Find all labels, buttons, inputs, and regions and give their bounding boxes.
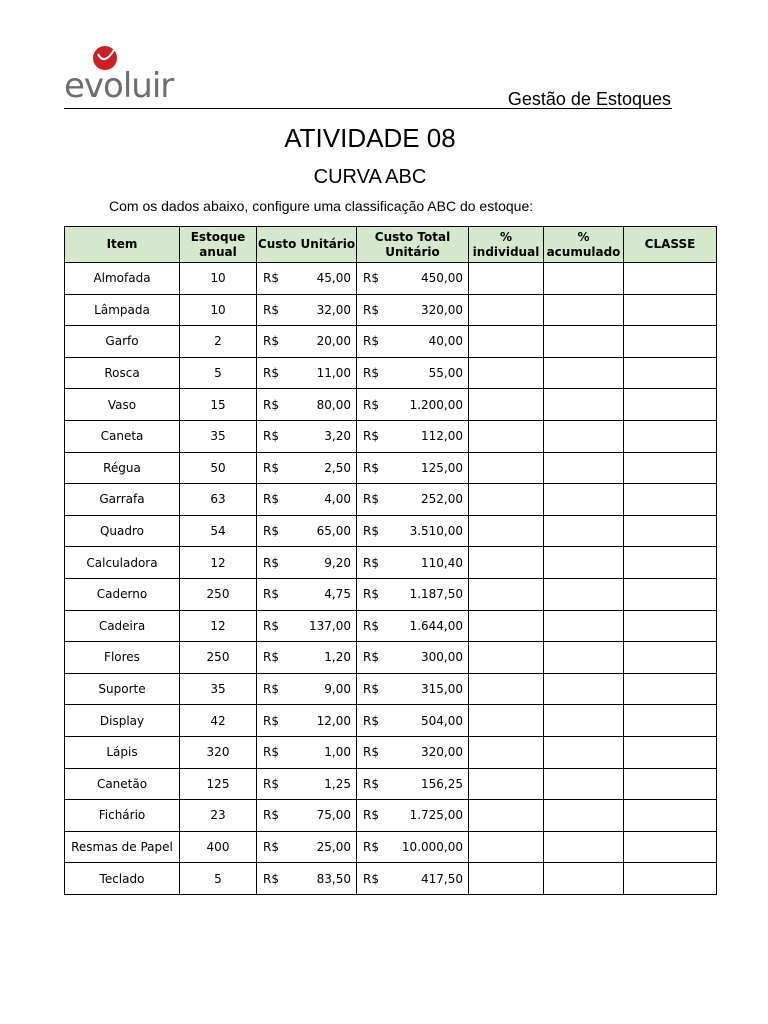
- cell-pct-individual: [469, 642, 544, 674]
- money-value: 32,00: [316, 302, 351, 317]
- cell-estoque: 23: [180, 800, 257, 832]
- cell-estoque: 35: [180, 420, 257, 452]
- cell-custo-total: [357, 326, 469, 358]
- cell-custo-total: [357, 800, 469, 832]
- cell-custo-total: [357, 420, 469, 452]
- money-value: 45,00: [316, 271, 351, 286]
- col-header-custo-total: Custo Total Unitário: [357, 227, 469, 263]
- cell-item: Suporte: [65, 673, 180, 705]
- cell-pct-acumulado: [544, 705, 624, 737]
- money-value: 40,00: [428, 334, 463, 349]
- cell-custo-unitario: [257, 768, 357, 800]
- cell-custo-unitario: [257, 357, 357, 389]
- cell-custo-unitario: [257, 831, 357, 863]
- currency-symbol: R$: [363, 871, 379, 886]
- page-subtitle: CURVA ABC: [313, 166, 427, 188]
- cell-classe: [624, 547, 717, 579]
- cell-custo-total: [357, 484, 469, 516]
- cell-custo-unitario: [257, 263, 357, 295]
- cell-classe: [624, 800, 717, 832]
- cell-item: Rosca: [65, 357, 180, 389]
- cell-custo-total: [357, 263, 469, 295]
- money-value: 4,75: [324, 587, 351, 602]
- cell-pct-acumulado: [544, 452, 624, 484]
- cell-pct-individual: [469, 515, 544, 547]
- money-value: 1,00: [324, 745, 351, 760]
- cell-pct-individual: [469, 610, 544, 642]
- cell-custo-total: [357, 547, 469, 579]
- cell-custo-total: [357, 863, 469, 895]
- currency-symbol: R$: [363, 524, 379, 539]
- document-category: Gestão de Estoques: [507, 89, 671, 109]
- cell-custo-total: [357, 673, 469, 705]
- table-row: [65, 515, 717, 547]
- table-row: [65, 610, 717, 642]
- instruction-text: Com os dados abaixo, configure uma classificação ABC do estoque:: [109, 198, 534, 214]
- currency-symbol: R$: [263, 871, 279, 886]
- cell-custo-total: [357, 736, 469, 768]
- cell-pct-acumulado: [544, 547, 624, 579]
- cell-item: Caderno: [65, 578, 180, 610]
- money-value: 450,00: [421, 271, 463, 286]
- cell-pct-individual: [469, 452, 544, 484]
- cell-custo-unitario: [257, 326, 357, 358]
- currency-symbol: R$: [263, 650, 279, 665]
- col-header-item: Item: [65, 227, 180, 263]
- currency-symbol: R$: [363, 808, 379, 823]
- cell-item: Vaso: [65, 389, 180, 421]
- currency-symbol: R$: [363, 682, 379, 697]
- cell-item: Canetão: [65, 768, 180, 800]
- cell-classe: [624, 578, 717, 610]
- cell-pct-acumulado: [544, 610, 624, 642]
- money-value: 25,00: [316, 839, 351, 854]
- cell-classe: [624, 357, 717, 389]
- logo-text: evoluir: [64, 66, 174, 106]
- money-value: 80,00: [316, 397, 351, 412]
- money-value: 1.644,00: [409, 618, 463, 633]
- money-value: 417,50: [421, 871, 463, 886]
- cell-classe: [624, 420, 717, 452]
- table-row: [65, 263, 717, 295]
- currency-symbol: R$: [263, 271, 279, 286]
- money-value: 65,00: [316, 524, 351, 539]
- money-value: 252,00: [421, 492, 463, 507]
- currency-symbol: R$: [363, 334, 379, 349]
- table-row: [65, 863, 717, 895]
- page-title: ATIVIDADE 08: [284, 123, 456, 153]
- cell-pct-acumulado: [544, 800, 624, 832]
- table-row: [65, 768, 717, 800]
- cell-custo-total: [357, 452, 469, 484]
- cell-custo-total: [357, 294, 469, 326]
- table-row: [65, 420, 717, 452]
- cell-item: Display: [65, 705, 180, 737]
- currency-symbol: R$: [263, 776, 279, 791]
- currency-symbol: R$: [363, 618, 379, 633]
- cell-estoque: 12: [180, 610, 257, 642]
- currency-symbol: R$: [263, 713, 279, 728]
- cell-item: Cadeira: [65, 610, 180, 642]
- col-header-estoque: Estoque anual: [180, 227, 257, 263]
- cell-pct-individual: [469, 420, 544, 452]
- header-divider: [64, 108, 672, 109]
- cell-item: Fichário: [65, 800, 180, 832]
- cell-custo-total: [357, 705, 469, 737]
- currency-symbol: R$: [363, 397, 379, 412]
- table-row: [65, 736, 717, 768]
- currency-symbol: R$: [363, 555, 379, 570]
- cell-pct-acumulado: [544, 294, 624, 326]
- cell-item: Almofada: [65, 263, 180, 295]
- cell-classe: [624, 610, 717, 642]
- currency-symbol: R$: [263, 618, 279, 633]
- cell-classe: [624, 515, 717, 547]
- currency-symbol: R$: [263, 492, 279, 507]
- currency-symbol: R$: [363, 587, 379, 602]
- cell-estoque: 42: [180, 705, 257, 737]
- cell-pct-acumulado: [544, 578, 624, 610]
- cell-custo-unitario: [257, 484, 357, 516]
- money-value: 3,20: [324, 429, 351, 444]
- cell-item: Lâmpada: [65, 294, 180, 326]
- cell-item: Teclado: [65, 863, 180, 895]
- cell-item: Calculadora: [65, 547, 180, 579]
- cell-custo-total: [357, 610, 469, 642]
- money-value: 110,40: [421, 555, 463, 570]
- cell-estoque: 400: [180, 831, 257, 863]
- cell-pct-acumulado: [544, 326, 624, 358]
- cell-pct-acumulado: [544, 736, 624, 768]
- cell-item: Caneta: [65, 420, 180, 452]
- cell-custo-unitario: [257, 578, 357, 610]
- table-row: [65, 547, 717, 579]
- currency-symbol: R$: [263, 366, 279, 381]
- cell-classe: [624, 642, 717, 674]
- cell-pct-individual: [469, 326, 544, 358]
- cell-pct-acumulado: [544, 515, 624, 547]
- cell-pct-acumulado: [544, 642, 624, 674]
- cell-item: Garfo: [65, 326, 180, 358]
- cell-estoque: 35: [180, 673, 257, 705]
- money-value: 1.187,50: [409, 587, 463, 602]
- cell-pct-acumulado: [544, 831, 624, 863]
- cell-pct-acumulado: [544, 389, 624, 421]
- table-row: [65, 800, 717, 832]
- currency-symbol: R$: [363, 745, 379, 760]
- money-value: 4,00: [324, 492, 351, 507]
- cell-estoque: 12: [180, 547, 257, 579]
- table-row: [65, 357, 717, 389]
- money-value: 300,00: [421, 650, 463, 665]
- currency-symbol: R$: [363, 271, 379, 286]
- cell-custo-total: [357, 642, 469, 674]
- table-row: [65, 484, 717, 516]
- cell-pct-acumulado: [544, 768, 624, 800]
- money-value: 1,20: [324, 650, 351, 665]
- cell-custo-unitario: [257, 452, 357, 484]
- col-header-pct-acumulado: % acumulado: [544, 227, 624, 263]
- money-value: 9,00: [324, 682, 351, 697]
- cell-pct-acumulado: [544, 673, 624, 705]
- cell-estoque: 125: [180, 768, 257, 800]
- cell-estoque: 250: [180, 578, 257, 610]
- cell-pct-individual: [469, 831, 544, 863]
- cell-item: Garrafa: [65, 484, 180, 516]
- table-row: [65, 831, 717, 863]
- cell-custo-total: [357, 357, 469, 389]
- money-value: 315,00: [421, 682, 463, 697]
- currency-symbol: R$: [263, 587, 279, 602]
- money-value: 125,00: [421, 460, 463, 475]
- cell-pct-individual: [469, 800, 544, 832]
- cell-estoque: 10: [180, 294, 257, 326]
- cell-pct-individual: [469, 578, 544, 610]
- money-value: 2,50: [324, 460, 351, 475]
- currency-symbol: R$: [363, 713, 379, 728]
- table-row: [65, 705, 717, 737]
- cell-custo-unitario: [257, 863, 357, 895]
- money-value: 20,00: [316, 334, 351, 349]
- col-header-classe: CLASSE: [624, 227, 717, 263]
- cell-item: Régua: [65, 452, 180, 484]
- cell-pct-individual: [469, 863, 544, 895]
- cell-custo-unitario: [257, 547, 357, 579]
- cell-classe: [624, 673, 717, 705]
- money-value: 504,00: [421, 713, 463, 728]
- currency-symbol: R$: [263, 682, 279, 697]
- cell-classe: [624, 736, 717, 768]
- table-row: [65, 452, 717, 484]
- cell-estoque: 5: [180, 863, 257, 895]
- currency-symbol: R$: [363, 492, 379, 507]
- cell-pct-individual: [469, 736, 544, 768]
- cell-item: Flores: [65, 642, 180, 674]
- cell-custo-total: [357, 578, 469, 610]
- cell-pct-acumulado: [544, 863, 624, 895]
- currency-symbol: R$: [263, 555, 279, 570]
- cell-classe: [624, 452, 717, 484]
- cell-estoque: 10: [180, 263, 257, 295]
- money-value: 3.510,00: [409, 524, 463, 539]
- cell-custo-unitario: [257, 642, 357, 674]
- currency-symbol: R$: [263, 808, 279, 823]
- cell-pct-individual: [469, 673, 544, 705]
- cell-custo-total: [357, 515, 469, 547]
- money-value: 10.000,00: [401, 839, 463, 854]
- cell-custo-unitario: [257, 736, 357, 768]
- cell-custo-unitario: [257, 705, 357, 737]
- cell-pct-individual: [469, 389, 544, 421]
- cell-pct-individual: [469, 547, 544, 579]
- cell-custo-unitario: [257, 389, 357, 421]
- cell-custo-total: [357, 768, 469, 800]
- money-value: 320,00: [421, 745, 463, 760]
- currency-symbol: R$: [263, 524, 279, 539]
- cell-pct-individual: [469, 768, 544, 800]
- money-value: 12,00: [316, 713, 351, 728]
- currency-symbol: R$: [363, 302, 379, 317]
- currency-symbol: R$: [363, 650, 379, 665]
- cell-estoque: 5: [180, 357, 257, 389]
- currency-symbol: R$: [263, 429, 279, 444]
- cell-classe: [624, 831, 717, 863]
- cell-estoque: 50: [180, 452, 257, 484]
- currency-symbol: R$: [263, 745, 279, 760]
- cell-classe: [624, 326, 717, 358]
- cell-pct-acumulado: [544, 263, 624, 295]
- table-row: [65, 578, 717, 610]
- table-body: [65, 263, 717, 895]
- money-value: 11,00: [316, 366, 351, 381]
- brand-logo: [64, 40, 174, 106]
- cell-custo-total: [357, 831, 469, 863]
- cell-pct-individual: [469, 705, 544, 737]
- money-value: 112,00: [421, 429, 463, 444]
- cell-pct-individual: [469, 484, 544, 516]
- cell-estoque: 54: [180, 515, 257, 547]
- cell-item: Resmas de Papel: [65, 831, 180, 863]
- cell-estoque: 250: [180, 642, 257, 674]
- cell-classe: [624, 484, 717, 516]
- cell-estoque: 63: [180, 484, 257, 516]
- money-value: 9,20: [324, 555, 351, 570]
- money-value: 320,00: [421, 302, 463, 317]
- cell-custo-unitario: [257, 610, 357, 642]
- cell-item: Lápis: [65, 736, 180, 768]
- cell-classe: [624, 294, 717, 326]
- money-value: 1.200,00: [409, 397, 463, 412]
- currency-symbol: R$: [363, 839, 379, 854]
- abc-table: [64, 226, 717, 895]
- cell-item: Quadro: [65, 515, 180, 547]
- cell-pct-acumulado: [544, 484, 624, 516]
- table-row: [65, 642, 717, 674]
- money-value: 1.725,00: [409, 808, 463, 823]
- col-header-pct-individual: % individual: [469, 227, 544, 263]
- cell-classe: [624, 389, 717, 421]
- table-row: [65, 294, 717, 326]
- cell-custo-unitario: [257, 294, 357, 326]
- currency-symbol: R$: [263, 460, 279, 475]
- col-header-custo-unitario: Custo Unitário: [257, 227, 357, 263]
- cell-pct-individual: [469, 263, 544, 295]
- cell-classe: [624, 263, 717, 295]
- cell-custo-total: [357, 389, 469, 421]
- currency-symbol: R$: [263, 839, 279, 854]
- money-value: 137,00: [309, 618, 351, 633]
- table-row: [65, 389, 717, 421]
- table-header-row: [65, 227, 717, 263]
- cell-pct-acumulado: [544, 420, 624, 452]
- cell-custo-unitario: [257, 800, 357, 832]
- currency-symbol: R$: [263, 302, 279, 317]
- table-row: [65, 673, 717, 705]
- cell-classe: [624, 705, 717, 737]
- currency-symbol: R$: [363, 776, 379, 791]
- cell-estoque: 15: [180, 389, 257, 421]
- cell-estoque: 320: [180, 736, 257, 768]
- currency-symbol: R$: [363, 366, 379, 381]
- cell-classe: [624, 768, 717, 800]
- money-value: 156,25: [421, 776, 463, 791]
- currency-symbol: R$: [363, 429, 379, 444]
- cell-estoque: 2: [180, 326, 257, 358]
- cell-custo-unitario: [257, 515, 357, 547]
- money-value: 55,00: [428, 366, 463, 381]
- money-value: 75,00: [316, 808, 351, 823]
- cell-pct-individual: [469, 294, 544, 326]
- table-row: [65, 326, 717, 358]
- money-value: 83,50: [316, 871, 351, 886]
- cell-pct-acumulado: [544, 357, 624, 389]
- money-value: 1,25: [324, 776, 351, 791]
- cell-classe: [624, 863, 717, 895]
- currency-symbol: R$: [263, 334, 279, 349]
- cell-pct-individual: [469, 357, 544, 389]
- cell-custo-unitario: [257, 673, 357, 705]
- currency-symbol: R$: [263, 397, 279, 412]
- currency-symbol: R$: [363, 460, 379, 475]
- cell-custo-unitario: [257, 420, 357, 452]
